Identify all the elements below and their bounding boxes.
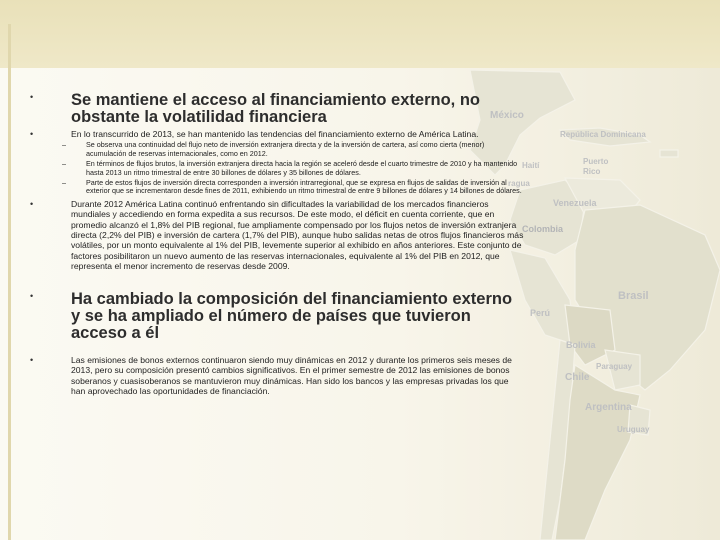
bullet-trends-2013 [30, 129, 525, 139]
map-label-puerto-rico: Puerto Rico [583, 157, 609, 176]
map-label-chile: Chile [565, 372, 590, 383]
bullet-2012-variability [30, 199, 525, 272]
paragraph-trends-2013: En lo transcurrido de 2013, se han mantenido las tendencias del financiamiento externo de América Latina. [71, 129, 479, 139]
bullet-marker: • [30, 354, 34, 365]
bullet-marker: • [30, 290, 34, 301]
sub-bullet-text: En términos de flujos brutos, la inversión extranjera directa hacia la región se aceleró desde el cuarto trimestre de 2010 y ha mantenido hasta 2013 un ritmo trimestral de entre 30 billones de dólares y 35 billones de dólares. [86, 159, 518, 177]
sub-bullet-item [30, 179, 525, 196]
map-label-venezuela: Venezuela [553, 198, 597, 208]
map-label-uruguay: Uruguay [617, 425, 650, 434]
map-label-paraguay: Paraguay [596, 362, 633, 371]
sub-bullet-marker: – [62, 159, 66, 169]
paragraph-bond-emissions: Las emisiones de bonos externos continuaron siendo muy dinámicas en 2012 y durante los primeros seis meses de 2013, pero su composición presentó cambios significativos. En el primer semestre de 2012 las emisiones de bonos soberanos y cuasisoberanos se mantuvieron muy dinámicas. Han sido los bancos y las empresas privadas los que han aprovechado las oportunidades de financiación. [71, 354, 512, 396]
sub-bullet-text: Parte de estos flujos de inversión directa corresponden a inversión intrarregional, que se expresa en flujos de salidas de inversión al exterior que se incrementaron desde fines de 2011, exhibiendo un ritmo trimestral de entre 9 billones de dólares y 14 billones de dólares. [86, 178, 522, 196]
bullet-heading-access [30, 92, 525, 126]
bullet-heading-composition [30, 291, 525, 342]
map-label-mexico: México [490, 110, 524, 121]
map-puerto-rico [660, 150, 678, 157]
bullet-bond-emissions [30, 355, 525, 397]
map-label-argentina: Argentina [585, 402, 632, 413]
sub-bullet-item [30, 141, 525, 158]
paragraph-2012-variability: Durante 2012 América Latina continuó enfrentando sin dificultades la variabilidad de los mercados financieros mundiales y accediendo en forma expedita a sus recursos. De este modo, el déficit en cuenta corriente, que en promedio alcanzó el 1,8% del PIB regional, fue ampliamente compensado por los flujos netos de inversión extranjera directa (2,2% del PIB) e inversión de cartera (1,7% del PIB), aunque hubo salidas netas de otros flujos financieros más volátiles, por un monto equivalente al 1% del PIB, levemente superior al exhibido en años anteriores. Este conjunto de factores posibilitaron un nuevo aumento de las reservas internacionales, equivalente al 1% del PIB en 2012, que representa el menor incremento de reservas desde 2009. [71, 198, 524, 272]
heading-composition-changed: Ha cambiado la composición del financiamiento externo y se ha ampliado el número de países que tuvieron acceso a él [71, 289, 513, 342]
map-label-brasil: Brasil [618, 290, 649, 302]
map-label-dominican-republic: República Dominicana [560, 130, 646, 139]
map-label-nicaragua: ragua [508, 179, 530, 188]
sub-bullet-text: Se observa una continuidad del flujo neto de inversión extranjera directa y de la inversión de cartera, así como cierta (menor) acumulación de reservas internacionales, como en 2012. [86, 140, 485, 158]
bullet-marker: • [30, 129, 34, 139]
bullet-marker: • [30, 92, 34, 102]
bullet-marker: • [30, 198, 34, 209]
sub-bullet-marker: – [62, 178, 66, 188]
slide-content [30, 92, 525, 396]
map-label-bolivia: Bolivia [566, 340, 596, 350]
heading-access-external-financing: Se mantiene el acceso al financiamiento externo, no obstante la volatilidad financiera [71, 91, 480, 126]
sub-bullet-marker: – [62, 140, 66, 150]
sub-bullet-item [30, 160, 525, 177]
sub-bullet-list [30, 141, 525, 195]
map-label-haiti: Haití [522, 161, 540, 170]
map-label-colombia: Colombia [522, 224, 564, 234]
map-label-peru: Perú [530, 308, 551, 318]
